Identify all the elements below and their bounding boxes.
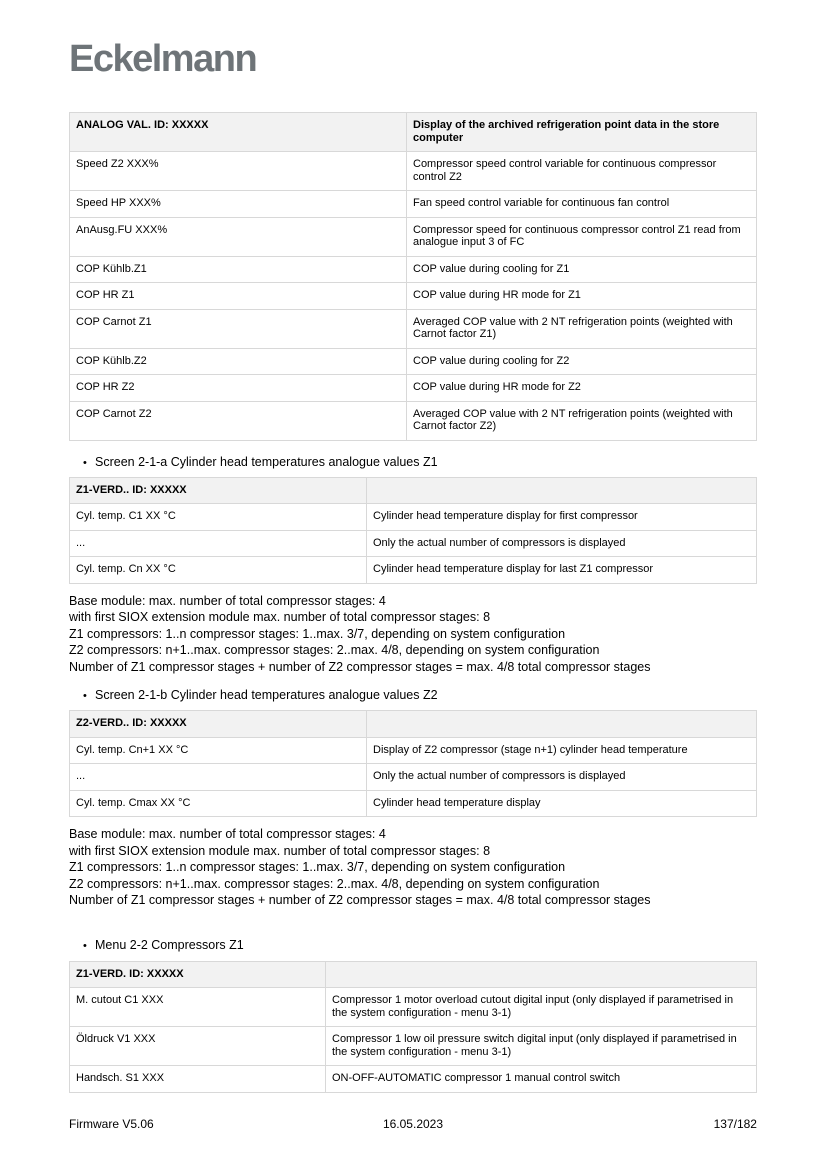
desc-cell: COP value during cooling for Z2 <box>407 348 757 375</box>
desc-cell: COP value during cooling for Z1 <box>407 256 757 283</box>
table-row <box>70 1027 757 1066</box>
z2-cylinder-head-table <box>69 710 757 817</box>
bullet-icon: • <box>83 690 87 702</box>
page-footer <box>69 1117 757 1131</box>
desc-cell: COP value during HR mode for Z2 <box>407 375 757 402</box>
param-cell: COP HR Z2 <box>70 375 407 402</box>
param-cell: COP HR Z1 <box>70 283 407 310</box>
table-row <box>70 191 757 218</box>
desc-cell: Only the actual number of compressors is displayed <box>367 530 757 557</box>
footer-firmware-version: Firmware V5.06 <box>69 1117 154 1131</box>
param-cell: Cyl. temp. Cn+1 XX °C <box>70 737 367 764</box>
table-row <box>70 348 757 375</box>
bullet-icon: • <box>83 939 87 952</box>
param-cell: COP Kühlb.Z1 <box>70 256 407 283</box>
desc-cell: COP value during HR mode for Z1 <box>407 283 757 310</box>
note-line: with first SIOX extension module max. number of total compressor stages: 8 <box>69 843 491 858</box>
param-cell: AnAusg.FU XXX% <box>70 217 407 256</box>
param-cell: M. cutout C1 XXX <box>70 988 326 1027</box>
table-row <box>70 283 757 310</box>
param-cell: ... <box>70 530 367 557</box>
table-header-desc <box>367 477 757 504</box>
note-line: Number of Z1 compressor stages + number of Z2 compressor stages = max. 4/8 total compressor stages <box>69 893 651 907</box>
table-row <box>70 504 757 531</box>
bullet-menu-2-2 <box>69 938 757 954</box>
param-cell: COP Kühlb.Z2 <box>70 348 407 375</box>
page-content <box>69 0 757 1093</box>
bullet-text: Screen 2-1-a Cylinder head temperatures analogue values Z1 <box>95 454 438 469</box>
table-row <box>70 401 757 440</box>
footer-date: 16.05.2023 <box>382 1117 444 1131</box>
bullet-text: Menu 2-2 Compressors Z1 <box>95 937 244 952</box>
table-header-row <box>70 477 757 504</box>
desc-cell: Fan speed control variable for continuous fan control <box>407 191 757 218</box>
compressor-stages-note <box>69 593 757 676</box>
table-row <box>70 152 757 191</box>
param-cell: Speed Z2 XXX% <box>70 152 407 191</box>
desc-cell: Compressor 1 motor overload cutout digital input (only displayed if parametrised in the system configuration - menu 3-1) <box>326 988 757 1027</box>
note-line: Base module: max. number of total compressor stages: 4 <box>69 827 386 841</box>
table-header-param: ANALOG VAL. ID: XXXXX <box>70 113 407 152</box>
param-cell: COP Carnot Z2 <box>70 401 407 440</box>
table-header-desc: Display of the archived refrigeration point data in the store computer <box>407 113 757 152</box>
note-line: with first SIOX extension module max. number of total compressor stages: 8 <box>69 610 491 624</box>
param-cell: ... <box>70 764 367 791</box>
desc-cell: Compressor 1 low oil pressure switch digital input (only displayed if parametrised in the system configuration - menu 3-1) <box>326 1027 757 1066</box>
table-row <box>70 375 757 402</box>
desc-cell: ON-OFF-AUTOMATIC compressor 1 manual control switch <box>326 1066 757 1093</box>
desc-cell: Display of Z2 compressor (stage n+1) cylinder head temperature <box>367 737 757 764</box>
table-row <box>70 530 757 557</box>
table-header-param: Z2-VERD.. ID: XXXXX <box>70 711 367 738</box>
table-row <box>70 309 757 348</box>
desc-cell: Averaged COP value with 2 NT refrigeration points (weighted with Carnot factor Z1) <box>407 309 757 348</box>
bullet-screen-2-1-a <box>69 455 757 471</box>
table-row <box>70 988 757 1027</box>
note-line: Z2 compressors: n+1..max. compressor stages: 2..max. 4/8, depending on system configuration <box>69 643 600 657</box>
param-cell: Cyl. temp. Cn XX °C <box>70 557 367 584</box>
desc-cell: Cylinder head temperature display for last Z1 compressor <box>367 557 757 584</box>
note-line: Number of Z1 compressor stages + number of Z2 compressor stages = max. 4/8 total compressor stages <box>69 659 651 674</box>
bullet-text: Screen 2-1-b Cylinder head temperatures analogue values Z2 <box>95 688 438 702</box>
table-header-desc <box>326 961 757 988</box>
table-row <box>70 1066 757 1093</box>
table-row <box>70 737 757 764</box>
table-row <box>70 217 757 256</box>
table-header-param: Z1-VERD.. ID: XXXXX <box>70 477 367 504</box>
z1-cylinder-head-table <box>69 477 757 584</box>
param-cell: Cyl. temp. C1 XX °C <box>70 504 367 531</box>
param-cell: Öldruck V1 XXX <box>70 1027 326 1066</box>
bullet-screen-2-1-b <box>69 688 757 704</box>
desc-cell: Compressor speed control variable for continuous compressor control Z2 <box>407 152 757 191</box>
table-header-row <box>70 113 757 152</box>
desc-cell: Only the actual number of compressors is displayed <box>367 764 757 791</box>
table-row <box>70 256 757 283</box>
compressor-stages-note <box>69 826 757 909</box>
analog-values-table <box>69 112 757 441</box>
eckelmann-logo: Eckelmann <box>69 38 257 80</box>
table-row <box>70 790 757 817</box>
note-line: Z1 compressors: 1..n compressor stages: 1..max. 3/7, depending on system configuration <box>69 860 566 874</box>
desc-cell: Cylinder head temperature display for first compressor <box>367 504 757 531</box>
table-header-row <box>70 961 757 988</box>
note-line: Z1 compressors: 1..n compressor stages: 1..max. 3/7, depending on system configuration <box>69 626 566 641</box>
bullet-icon: • <box>83 456 87 469</box>
param-cell: Speed HP XXX% <box>70 191 407 218</box>
desc-cell: Averaged COP value with 2 NT refrigeration points (weighted with Carnot factor Z2) <box>407 401 757 440</box>
note-line: Z2 compressors: n+1..max. compressor stages: 2..max. 4/8, depending on system configuration <box>69 876 600 891</box>
table-row <box>70 557 757 584</box>
table-header-row <box>70 711 757 738</box>
z1-compressors-menu-table <box>69 961 757 1093</box>
param-cell: COP Carnot Z1 <box>70 309 407 348</box>
table-header-desc <box>367 711 757 738</box>
table-row <box>70 764 757 791</box>
param-cell: Handsch. S1 XXX <box>70 1066 326 1093</box>
desc-cell: Compressor speed for continuous compressor control Z1 read from analogue input 3 of FC <box>407 217 757 256</box>
table-header-param: Z1-VERD. ID: XXXXX <box>70 961 326 988</box>
footer-page-number: 137/182 <box>713 1117 757 1131</box>
note-line: Base module: max. number of total compressor stages: 4 <box>69 593 386 608</box>
desc-cell: Cylinder head temperature display <box>367 790 757 817</box>
param-cell: Cyl. temp. Cmax XX °C <box>70 790 367 817</box>
